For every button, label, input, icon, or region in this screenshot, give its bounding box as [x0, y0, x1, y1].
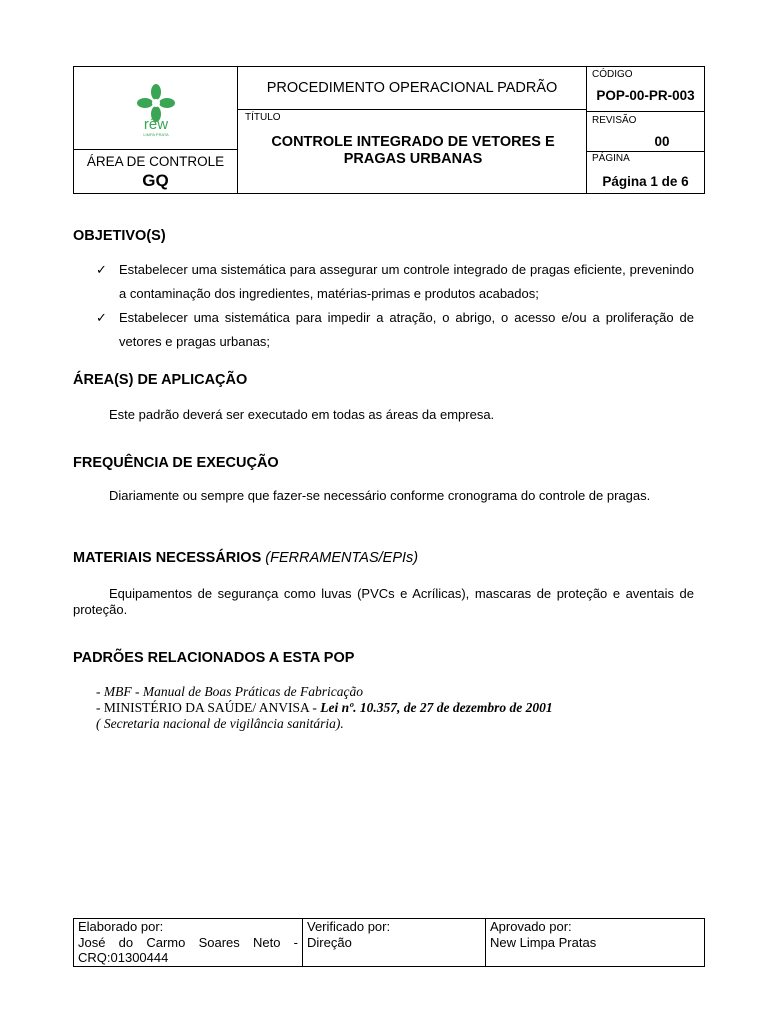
- elaborated-label: Elaborado por:: [78, 919, 164, 934]
- logo-cell: [73, 66, 238, 150]
- checkmark-icon: ✓: [96, 262, 107, 277]
- approved-label: Aprovado por:: [490, 919, 572, 934]
- standards-line-ministry-b: Lei nº. 10.357, de 27 de dezembro de 2001: [320, 700, 553, 715]
- footer-approved-cell: [485, 918, 705, 967]
- materials-title-suffix: (FERRAMENTAS/EPIs): [265, 550, 419, 566]
- page-label: PÁGINA: [592, 153, 630, 164]
- objective-title: OBJETIVO(S): [73, 228, 166, 244]
- main-title: PROCEDIMENTO OPERACIONAL PADRÃO: [266, 80, 558, 96]
- frequency-title: FREQUÊNCIA DE EXECUÇÃO: [73, 455, 279, 471]
- page-value: Página 1 de 6: [602, 174, 689, 189]
- objective-bullet: [96, 306, 694, 353]
- footer-elaborated-cell: [73, 918, 303, 967]
- revision-value: 00: [654, 134, 670, 149]
- standards-line-ministry: [96, 700, 553, 716]
- checkmark-icon: ✓: [96, 310, 107, 325]
- approved-value: New Limpa Pratas: [490, 934, 597, 950]
- revision-label: REVISÃO: [592, 115, 637, 126]
- application-text: Este padrão deverá ser executado em todas as áreas da empresa.: [109, 407, 495, 422]
- verified-value: Direção: [307, 934, 352, 950]
- standards-title: PADRÕES RELACIONADOS A ESTA POP: [73, 650, 355, 666]
- objective-bullet-text: Estabelecer uma sistemática para assegurar um controle integrado de pragas eficiente, prevenindo a contaminação dos ingredientes, matérias-primas e produtos acabados;: [119, 262, 694, 301]
- application-title: ÁREA(S) DE APLICAÇÃO: [73, 372, 248, 388]
- revision-cell: [586, 111, 705, 152]
- materials-title: [73, 550, 418, 566]
- frequency-text: Diariamente ou sempre que fazer-se necessário conforme cronograma do controle de pragas.: [109, 488, 651, 503]
- standards-line-mbf: - MBF - Manual de Boas Práticas de Fabricação: [96, 684, 363, 699]
- main-title-cell: [237, 66, 587, 110]
- area-label: ÁREA DE CONTROLE: [86, 154, 225, 169]
- materials-title-main: MATERIAIS NECESSÁRIOS: [73, 550, 262, 566]
- code-value: POP-00-PR-003: [596, 88, 695, 103]
- objective-bullet-text: Estabelecer uma sistemática para impedir a atração, o abrigo, o acesso e/ou a proliferação de vetores e pragas urbanas;: [119, 310, 694, 349]
- page-cell: [586, 151, 705, 194]
- svg-text:rêw: rêw: [143, 116, 169, 133]
- footer-verified-cell: [302, 918, 486, 967]
- code-cell: [586, 66, 705, 112]
- area-cell: [73, 149, 238, 194]
- objective-bullet: [96, 258, 694, 305]
- standards-line-ministry-a: - MINISTÉRIO DA SAÚDE/ ANVISA -: [96, 700, 321, 715]
- elaborated-value: José do Carmo Soares Neto - CRQ:01300444: [78, 934, 298, 965]
- code-label: CÓDIGO: [592, 69, 633, 80]
- standards-list: [96, 684, 553, 732]
- verified-label: Verificado por:: [307, 919, 391, 934]
- materials-text: Equipamentos de segurança como luvas (PVCs e Acrílicas), mascaras de proteção e aventais de proteção.: [73, 586, 694, 617]
- title-label: TÍTULO: [245, 112, 281, 123]
- company-logo: [126, 81, 186, 137]
- standards-line-secretaria: ( Secretaria nacional de vigilância sanitária).: [96, 716, 344, 731]
- svg-text:LIMPA PRATA: LIMPA PRATA: [143, 132, 169, 137]
- doc-title-cell: [237, 109, 587, 194]
- doc-title: CONTROLE INTEGRADO DE VETORES E PRAGAS URBANAS: [271, 134, 555, 167]
- area-value: GQ: [142, 171, 169, 190]
